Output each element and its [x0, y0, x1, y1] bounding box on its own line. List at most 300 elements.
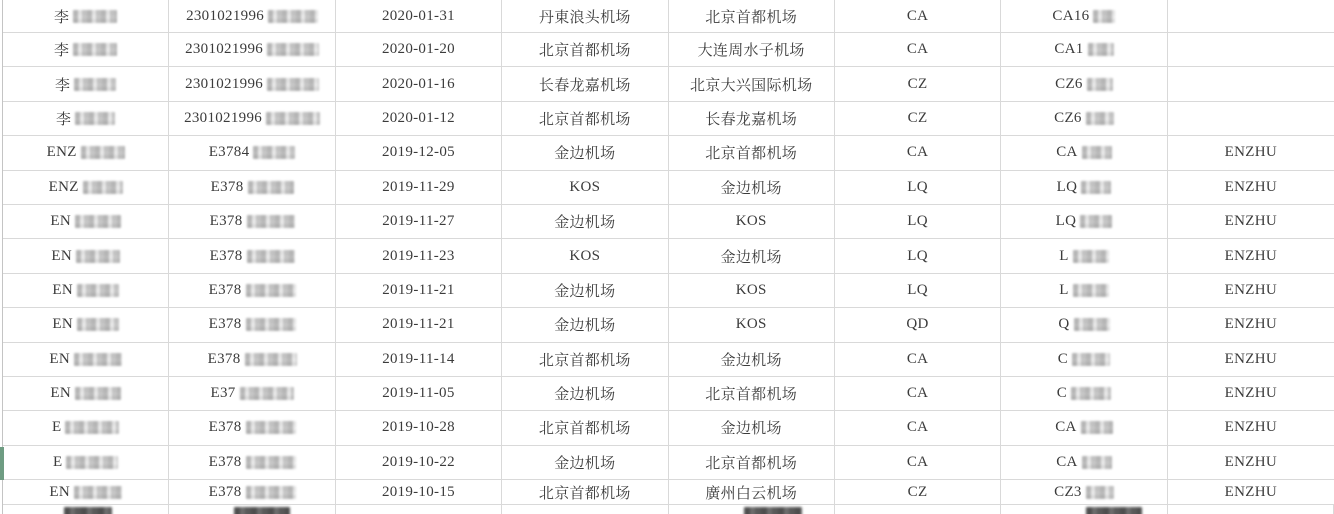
- cell-arrival-airport[interactable]: [669, 205, 835, 238]
- cell-remark[interactable]: [1168, 343, 1334, 376]
- censored-blur: [1071, 387, 1111, 400]
- censored-blur: [253, 146, 295, 159]
- cell-passenger-name[interactable]: [3, 33, 169, 66]
- cell-text: LQ: [1056, 178, 1078, 195]
- cell-text: EN: [52, 316, 73, 333]
- cell-text: 金边机场: [554, 455, 616, 472]
- cell-flight-date[interactable]: [336, 274, 502, 307]
- cell-text: ENZHU: [1224, 419, 1277, 436]
- cell-passenger-name[interactable]: [3, 446, 169, 479]
- table-row: [3, 136, 1334, 170]
- cell-text: 北京首都机场: [705, 387, 798, 404]
- cell-text: E378: [208, 483, 242, 500]
- cell-text: ENZHU: [1224, 213, 1277, 230]
- active-row-indicator: [0, 447, 4, 480]
- cell-text: 长春龙嘉机场: [538, 77, 631, 94]
- cell-text: ENZHU: [1224, 281, 1277, 298]
- cell-text: Q: [1058, 316, 1070, 333]
- censored-blur: [240, 387, 294, 400]
- cell-airline-code[interactable]: [835, 343, 1001, 376]
- cell-document-number[interactable]: [169, 205, 335, 238]
- cell-text: 2020-01-31: [381, 7, 455, 24]
- cell-passenger-name[interactable]: [3, 67, 169, 100]
- censored-blur: [267, 78, 319, 91]
- cell-airline-code[interactable]: [835, 411, 1001, 444]
- censored-blur: [1082, 146, 1112, 159]
- cell-flight-date[interactable]: [336, 446, 502, 479]
- censored-blur: [1087, 78, 1113, 91]
- cell-flight-number[interactable]: [1001, 171, 1167, 204]
- censored-blur: [1073, 250, 1109, 263]
- cell-text: E378: [207, 350, 241, 367]
- cell-text: E: [51, 419, 62, 436]
- cell-passenger-name[interactable]: [3, 0, 169, 32]
- cell-remark[interactable]: [1168, 308, 1334, 341]
- cell-text: EN: [52, 281, 73, 298]
- cell-remark[interactable]: [1168, 239, 1334, 272]
- table-rows: [3, 0, 1334, 505]
- cell-departure-airport[interactable]: [502, 33, 668, 66]
- censored-blur: [247, 250, 295, 263]
- cell-remark[interactable]: [1168, 411, 1334, 444]
- cell-departure-airport[interactable]: [502, 102, 668, 135]
- cell-remark[interactable]: [1168, 274, 1334, 307]
- cell-flight-number[interactable]: [1001, 0, 1167, 32]
- censored-blur: [1088, 43, 1114, 56]
- table-row: [3, 308, 1334, 342]
- table-row: [3, 67, 1334, 101]
- cell-text: 北京首都机场: [705, 9, 798, 26]
- cell-text: E378: [208, 281, 242, 298]
- cell-airline-code[interactable]: [835, 171, 1001, 204]
- cell-text: 2019-10-28: [381, 419, 455, 436]
- cell-airline-code[interactable]: [835, 67, 1001, 100]
- cell-remark[interactable]: [1168, 33, 1334, 66]
- flight-records-table: [2, 0, 1334, 514]
- cell-text: E378: [210, 178, 244, 195]
- cell-passenger-name[interactable]: [3, 171, 169, 204]
- cell-text: EN: [50, 385, 71, 402]
- cell-remark[interactable]: [1168, 67, 1334, 100]
- cell-remark[interactable]: [1168, 205, 1334, 238]
- cell-flight-date[interactable]: [336, 67, 502, 100]
- cell-text: ENZHU: [1224, 483, 1277, 500]
- censored-blur: [74, 353, 122, 366]
- censored-blur: [66, 456, 118, 469]
- censored-blur-dark: [64, 507, 112, 514]
- cell-text: L: [1059, 281, 1069, 298]
- cell-arrival-airport[interactable]: [669, 308, 835, 341]
- cell-text: 金边机场: [554, 387, 616, 404]
- cell-text: 北京首都机场: [538, 352, 631, 369]
- cell-flight-number[interactable]: [1001, 239, 1167, 272]
- table-row: [3, 102, 1334, 136]
- cell-text: CZ3: [1054, 483, 1082, 500]
- cell-flight-number[interactable]: [1001, 308, 1167, 341]
- cell-flight-date[interactable]: [336, 343, 502, 376]
- cell-text: 2019-11-27: [382, 213, 455, 230]
- cell-flight-number[interactable]: [1001, 67, 1167, 100]
- cell-text: ENZHU: [1224, 178, 1277, 195]
- cell-document-number[interactable]: [169, 102, 335, 135]
- cell-text: E378: [208, 453, 242, 470]
- cell-airline-code[interactable]: [835, 0, 1001, 32]
- cell-text: EN: [50, 213, 71, 230]
- censored-blur: [1073, 284, 1109, 297]
- cell-arrival-airport[interactable]: [669, 33, 835, 66]
- cell-text: LQ: [1055, 213, 1077, 230]
- cell-arrival-airport[interactable]: [669, 343, 835, 376]
- cell-text: 金边机场: [720, 421, 782, 438]
- cell-flight-number[interactable]: [1001, 377, 1167, 410]
- cell-text: CA: [1056, 453, 1078, 470]
- cell-arrival-airport[interactable]: [669, 377, 835, 410]
- censored-blur: [1093, 10, 1115, 23]
- cell-arrival-airport[interactable]: [669, 480, 835, 504]
- cell-text: 北京首都机场: [538, 485, 631, 502]
- cell-text: 李: [54, 43, 70, 60]
- cell-text: KOS: [569, 247, 601, 264]
- table-row: [3, 274, 1334, 308]
- censored-blur: [1074, 318, 1110, 331]
- cell-document-number[interactable]: [169, 308, 335, 341]
- cell-text: ENZHU: [1224, 316, 1277, 333]
- cell-remark[interactable]: [1168, 480, 1334, 504]
- cell-airline-code[interactable]: [835, 33, 1001, 66]
- cell-text: CA: [1055, 419, 1077, 436]
- cell-flight-number[interactable]: [1001, 411, 1167, 444]
- cell-departure-airport[interactable]: [502, 0, 668, 32]
- cell-text: KOS: [735, 316, 767, 333]
- cell-text: QD: [906, 316, 929, 333]
- cell-airline-code[interactable]: [835, 377, 1001, 410]
- cell-text: CZ: [907, 75, 928, 92]
- censored-blur-dark: [234, 507, 290, 514]
- cell-text: C: [1057, 350, 1069, 367]
- censored-blur: [73, 10, 117, 23]
- censored-blur: [1081, 181, 1111, 194]
- cell-flight-number[interactable]: [1001, 205, 1167, 238]
- cell-text: 北京首都机场: [538, 111, 631, 128]
- cell-text: LQ: [907, 213, 928, 230]
- partial-cell: [502, 505, 668, 514]
- cell-flight-number[interactable]: [1001, 102, 1167, 135]
- cell-text: 金边机场: [554, 146, 616, 163]
- cell-text: 北京大兴国际机场: [689, 77, 813, 94]
- partial-cell: [336, 505, 502, 514]
- cell-arrival-airport[interactable]: [669, 411, 835, 444]
- cell-departure-airport[interactable]: [502, 411, 668, 444]
- table-row: [3, 377, 1334, 411]
- cell-text: CA1: [1054, 41, 1084, 58]
- cell-text: 北京首都机场: [538, 421, 631, 438]
- cell-text: E378: [209, 247, 243, 264]
- censored-blur: [74, 78, 116, 91]
- cell-arrival-airport[interactable]: [669, 239, 835, 272]
- cell-text: CZ: [907, 109, 928, 126]
- cell-passenger-name[interactable]: [3, 343, 169, 376]
- cell-flight-date[interactable]: [336, 33, 502, 66]
- censored-blur: [75, 387, 121, 400]
- cell-airline-code[interactable]: [835, 136, 1001, 169]
- cell-flight-number[interactable]: [1001, 480, 1167, 504]
- censored-blur: [1080, 215, 1112, 228]
- censored-blur: [77, 284, 119, 297]
- censored-blur: [268, 10, 318, 23]
- cell-text: EN: [51, 247, 72, 264]
- cell-departure-airport[interactable]: [502, 308, 668, 341]
- cell-document-number[interactable]: [169, 343, 335, 376]
- censored-blur: [76, 250, 120, 263]
- censored-blur: [75, 215, 121, 228]
- cell-document-number[interactable]: [169, 480, 335, 504]
- cell-text: CZ6: [1055, 75, 1083, 92]
- censored-blur: [246, 318, 296, 331]
- cell-text: 2019-12-05: [381, 144, 455, 161]
- cell-document-number[interactable]: [169, 274, 335, 307]
- cell-text: 金边机场: [554, 318, 616, 335]
- cell-passenger-name[interactable]: [3, 377, 169, 410]
- cell-departure-airport[interactable]: [502, 377, 668, 410]
- table-row: [3, 446, 1334, 480]
- cell-flight-number[interactable]: [1001, 274, 1167, 307]
- cell-airline-code[interactable]: [835, 446, 1001, 479]
- cell-text: CZ6: [1054, 109, 1082, 126]
- cell-text: L: [1059, 247, 1069, 264]
- partial-cell: [1001, 505, 1167, 514]
- cell-text: CA16: [1052, 7, 1090, 24]
- cell-text: CA: [906, 453, 929, 470]
- cell-flight-date[interactable]: [336, 0, 502, 32]
- cell-airline-code[interactable]: [835, 308, 1001, 341]
- cell-text: E3784: [208, 144, 250, 161]
- cell-text: 2301021996: [185, 75, 264, 92]
- cell-text: ENZHU: [1224, 144, 1277, 161]
- cell-text: LQ: [907, 247, 928, 264]
- cell-flight-date[interactable]: [336, 308, 502, 341]
- cell-departure-airport[interactable]: [502, 136, 668, 169]
- cell-remark[interactable]: [1168, 171, 1334, 204]
- cell-text: 2020-01-20: [381, 41, 455, 58]
- table-row: [3, 480, 1334, 505]
- cell-text: 2301021996: [185, 41, 264, 58]
- cell-document-number[interactable]: [169, 377, 335, 410]
- cell-flight-number[interactable]: [1001, 343, 1167, 376]
- cell-text: CA: [906, 385, 929, 402]
- cell-text: 李: [56, 111, 72, 128]
- partial-next-row: [3, 505, 1334, 514]
- cell-flight-date[interactable]: [336, 480, 502, 504]
- censored-blur: [65, 421, 119, 434]
- cell-passenger-name[interactable]: [3, 480, 169, 504]
- censored-blur: [1086, 486, 1114, 499]
- censored-blur-dark: [744, 507, 802, 514]
- censored-blur: [1081, 421, 1113, 434]
- cell-document-number[interactable]: [169, 239, 335, 272]
- censored-blur: [247, 215, 295, 228]
- cell-departure-airport[interactable]: [502, 274, 668, 307]
- cell-remark[interactable]: [1168, 136, 1334, 169]
- cell-departure-airport[interactable]: [502, 171, 668, 204]
- cell-text: 2019-10-22: [381, 453, 455, 470]
- table-row: [3, 171, 1334, 205]
- table-row: [3, 0, 1334, 33]
- cell-text: CA: [906, 144, 929, 161]
- cell-text: E378: [208, 419, 242, 436]
- censored-blur: [245, 353, 297, 366]
- cell-departure-airport[interactable]: [502, 205, 668, 238]
- cell-remark[interactable]: [1168, 446, 1334, 479]
- cell-flight-number[interactable]: [1001, 446, 1167, 479]
- table-row: [3, 343, 1334, 377]
- censored-blur: [246, 284, 296, 297]
- cell-text: 丹東浪头机场: [538, 9, 631, 26]
- cell-text: 李: [55, 77, 71, 94]
- cell-text: 2301021996: [186, 7, 265, 24]
- cell-flight-date[interactable]: [336, 102, 502, 135]
- censored-blur: [267, 43, 319, 56]
- cell-text: EN: [49, 350, 70, 367]
- censored-blur: [73, 43, 117, 56]
- cell-remark[interactable]: [1168, 377, 1334, 410]
- cell-passenger-name[interactable]: [3, 205, 169, 238]
- cell-text: 金边机场: [720, 249, 782, 266]
- cell-text: 2019-11-23: [382, 247, 455, 264]
- partial-cell: [1168, 505, 1334, 514]
- cell-document-number[interactable]: [169, 67, 335, 100]
- cell-text: 北京首都机场: [538, 43, 631, 60]
- cell-passenger-name[interactable]: [3, 274, 169, 307]
- cell-arrival-airport[interactable]: [669, 274, 835, 307]
- cell-document-number[interactable]: [169, 33, 335, 66]
- cell-flight-number[interactable]: [1001, 136, 1167, 169]
- cell-document-number[interactable]: [169, 446, 335, 479]
- cell-text: 2301021996: [184, 109, 263, 126]
- cell-document-number[interactable]: [169, 0, 335, 32]
- cell-arrival-airport[interactable]: [669, 102, 835, 135]
- censored-blur: [246, 486, 296, 499]
- censored-blur: [1086, 112, 1114, 125]
- censored-blur: [74, 486, 122, 499]
- cell-flight-date[interactable]: [336, 205, 502, 238]
- cell-text: ENZHU: [1224, 453, 1277, 470]
- censored-blur: [246, 456, 296, 469]
- censored-blur: [266, 112, 320, 125]
- cell-text: ENZ: [46, 144, 77, 161]
- cell-text: CA: [906, 41, 929, 58]
- cell-arrival-airport[interactable]: [669, 171, 835, 204]
- cell-text: C: [1056, 385, 1068, 402]
- cell-departure-airport[interactable]: [502, 446, 668, 479]
- cell-departure-airport[interactable]: [502, 67, 668, 100]
- cell-remark[interactable]: [1168, 102, 1334, 135]
- cell-flight-date[interactable]: [336, 411, 502, 444]
- cell-airline-code[interactable]: [835, 205, 1001, 238]
- cell-text: KOS: [735, 281, 767, 298]
- cell-document-number[interactable]: [169, 411, 335, 444]
- censored-blur: [83, 181, 123, 194]
- cell-text: 2019-11-14: [382, 350, 455, 367]
- cell-document-number[interactable]: [169, 136, 335, 169]
- cell-text: 2020-01-16: [381, 75, 455, 92]
- cell-passenger-name[interactable]: [3, 102, 169, 135]
- cell-arrival-airport[interactable]: [669, 446, 835, 479]
- cell-text: 大连周水子机场: [697, 43, 805, 60]
- cell-airline-code[interactable]: [835, 239, 1001, 272]
- cell-flight-date[interactable]: [336, 171, 502, 204]
- cell-text: 2019-11-29: [382, 178, 455, 195]
- cell-flight-date[interactable]: [336, 377, 502, 410]
- cell-text: 廣州白云机场: [705, 485, 798, 502]
- censored-blur: [75, 112, 115, 125]
- cell-text: E: [52, 453, 63, 470]
- cell-text: E37: [210, 385, 236, 402]
- cell-text: 2019-11-21: [382, 281, 455, 298]
- cell-text: 金边机场: [720, 352, 782, 369]
- cell-arrival-airport[interactable]: [669, 0, 835, 32]
- cell-passenger-name[interactable]: [3, 308, 169, 341]
- cell-text: 金边机场: [554, 215, 616, 232]
- cell-text: 2020-01-12: [381, 109, 455, 126]
- cell-document-number[interactable]: [169, 171, 335, 204]
- cell-text: 李: [54, 9, 70, 26]
- cell-departure-airport[interactable]: [502, 239, 668, 272]
- cell-text: 金边机场: [554, 283, 616, 300]
- cell-passenger-name[interactable]: [3, 411, 169, 444]
- cell-text: CA: [906, 350, 929, 367]
- cell-flight-date[interactable]: [336, 239, 502, 272]
- cell-text: KOS: [735, 213, 767, 230]
- partial-cell: [835, 505, 1001, 514]
- censored-blur: [1082, 456, 1112, 469]
- cell-text: CA: [1056, 144, 1078, 161]
- cell-arrival-airport[interactable]: [669, 67, 835, 100]
- cell-text: E378: [209, 213, 243, 230]
- cell-arrival-airport[interactable]: [669, 136, 835, 169]
- cell-remark[interactable]: [1168, 0, 1334, 32]
- table-row: [3, 205, 1334, 239]
- cell-text: 2019-11-21: [382, 316, 455, 333]
- cell-airline-code[interactable]: [835, 274, 1001, 307]
- table-row: [3, 33, 1334, 67]
- cell-departure-airport[interactable]: [502, 343, 668, 376]
- cell-text: KOS: [569, 178, 601, 195]
- cell-text: 2019-10-15: [381, 483, 455, 500]
- cell-departure-airport[interactable]: [502, 480, 668, 504]
- cell-text: CA: [906, 419, 929, 436]
- censored-blur: [1072, 353, 1110, 366]
- cell-airline-code[interactable]: [835, 480, 1001, 504]
- cell-text: 金边机场: [720, 180, 782, 197]
- table-row: [3, 411, 1334, 445]
- cell-flight-number[interactable]: [1001, 33, 1167, 66]
- cell-flight-date[interactable]: [336, 136, 502, 169]
- censored-blur: [246, 421, 296, 434]
- cell-text: CA: [906, 7, 929, 24]
- cell-airline-code[interactable]: [835, 102, 1001, 135]
- cell-passenger-name[interactable]: [3, 239, 169, 272]
- cell-text: 长春龙嘉机场: [705, 111, 798, 128]
- cell-passenger-name[interactable]: [3, 136, 169, 169]
- cell-text: 北京首都机场: [705, 455, 798, 472]
- cell-text: EN: [49, 483, 70, 500]
- cell-text: E378: [208, 316, 242, 333]
- censored-blur: [77, 318, 119, 331]
- censored-blur: [248, 181, 294, 194]
- cell-text: LQ: [907, 178, 928, 195]
- censored-blur: [81, 146, 125, 159]
- censored-blur-dark: [1086, 507, 1142, 514]
